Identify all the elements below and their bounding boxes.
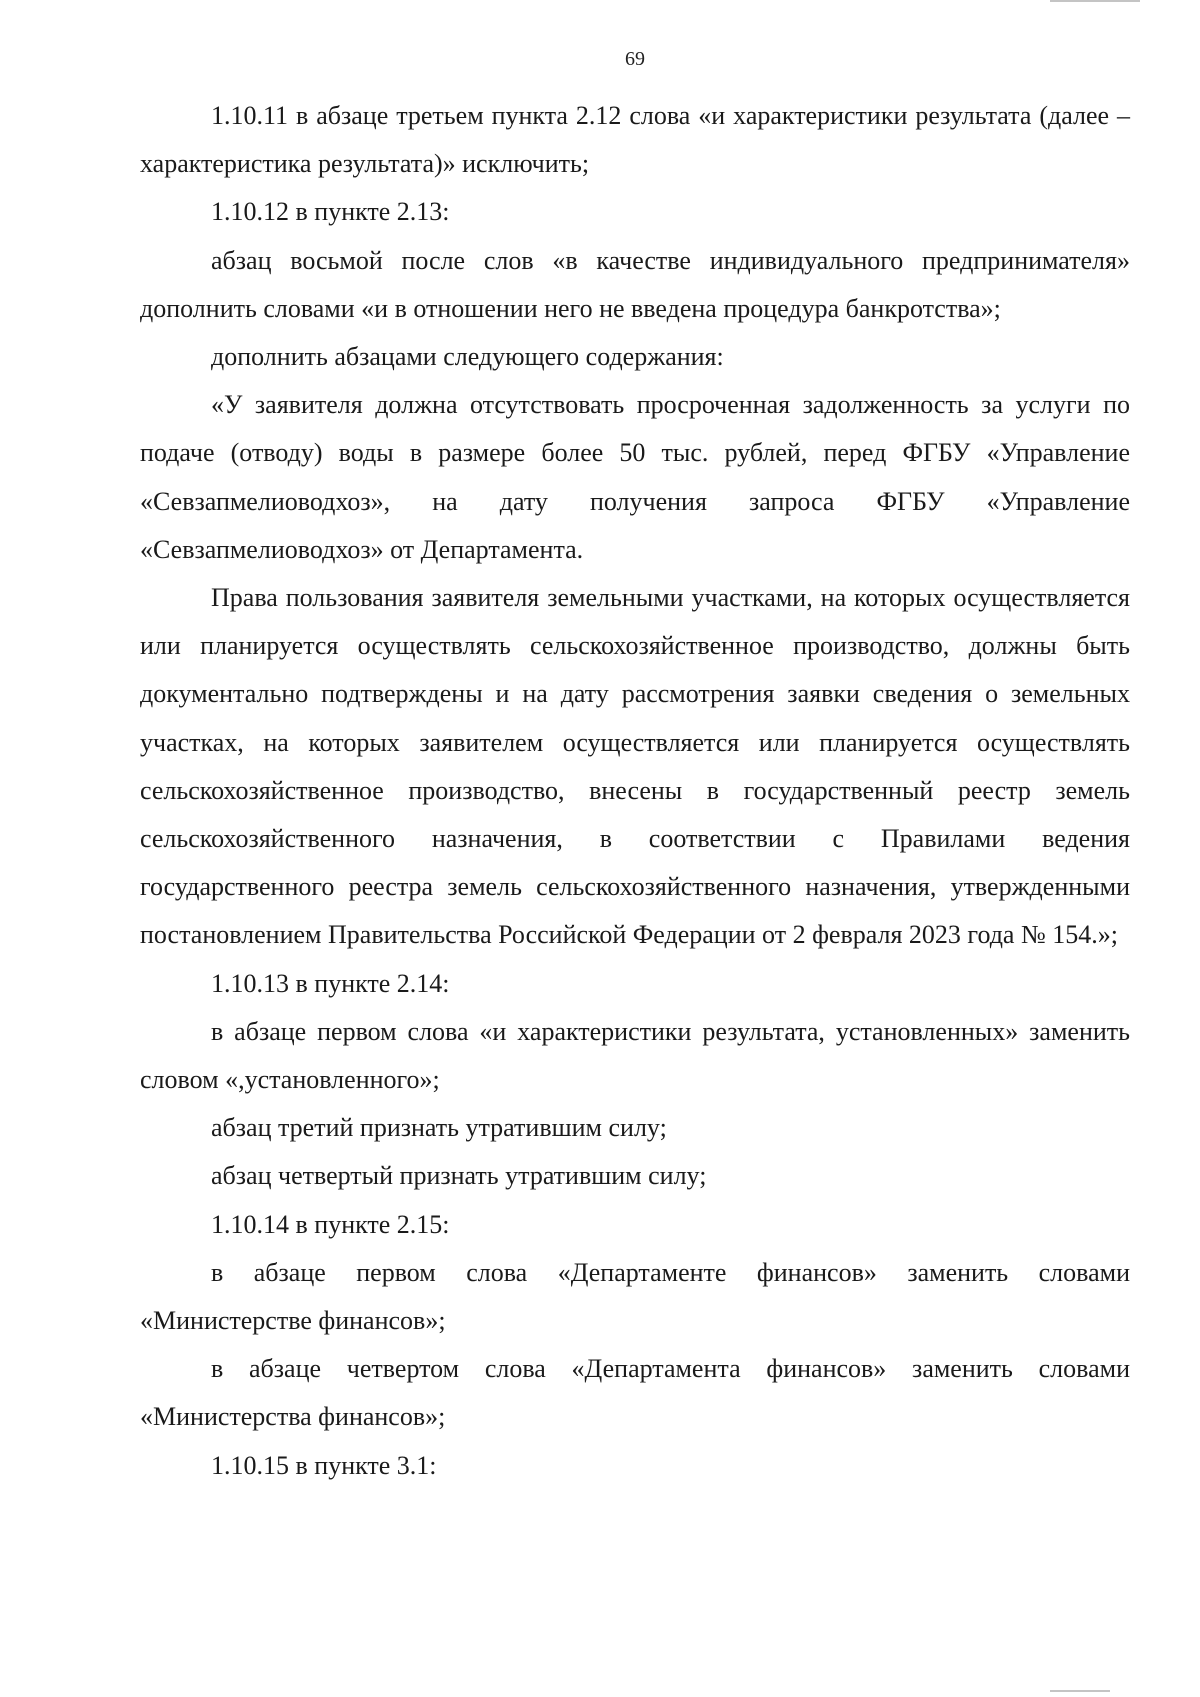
paragraph-1-10-15-heading: 1.10.15 в пункте 3.1: (211, 1450, 437, 1480)
paragraph-prava-polzovaniya: Права пользования заявителя земельными участками, на которых осуществляется или планируется осуществлять сельскохозяйственное производство, должны быть документально подтверждены и на дату рассмотрения заявки сведения о земельных участках, на которых заявителем осуществляется или планируется осуществлять сельскохозяйственное производство, внесены в государственный реестр земель сельскохозяйственного назначения, в соответствии с Правилами ведения государственного реестра земель сельскохозяйственного назначения, утвержденными постановлением Правительства Российской Федерации от 2 февраля 2023 года № 154.»; (140, 583, 1130, 950)
paragraph-abzac-chetvertyi: абзац четвертый признать утратившим силу; (211, 1161, 707, 1191)
page-number: 69 (625, 48, 645, 70)
paragraph-abzac-tretii: абзац третий признать утратившим силу; (211, 1113, 667, 1143)
paragraph-1-10-11: 1.10.11 в абзаце третьем пункта 2.12 слова «и характеристики результата (далее – характеристика результата)» исключить; (140, 101, 1130, 179)
scan-mark-bottom-right (1050, 1690, 1110, 1692)
paragraph-abzac-pervyi-2-14: в абзаце первом слова «и характеристики результата, установленных» заменить словом «,установленного»; (140, 1016, 1130, 1095)
paragraph-abzac-pervyi-2-15: в абзаце первом слова «Департаменте финансов» заменить словами «Министерстве финансов»; (140, 1257, 1130, 1336)
document-body (140, 92, 1130, 1490)
paragraph-1-10-14-heading: 1.10.14 в пункте 2.15: (211, 1209, 450, 1239)
paragraph-1-10-13-heading: 1.10.13 в пункте 2.14: (211, 968, 450, 998)
scan-mark-top-right (1050, 0, 1140, 2)
paragraph-abzac-vosmoi: абзац восьмой после слов «в качестве индивидуального предпринимателя» дополнить словами «и в отношении него не введена процедура банкротства»; (140, 245, 1130, 323)
paragraph-dopolnit-abzacami: дополнить абзацами следующего содержания: (211, 342, 724, 372)
paragraph-abzac-chetvertyi-2-15: в абзаце четвертом слова «Департамента финансов» заменить словами «Министерства финансов»; (140, 1354, 1130, 1432)
paragraph-1-10-12-heading: 1.10.12 в пункте 2.13: (211, 197, 450, 227)
paragraph-zadolzhennost: «У заявителя должна отсутствовать просроченная задолженность за услуги по подаче (отводу) воды в размере более 50 тыс. рублей, перед ФГБУ «Управление «Севзапмелиоводхоз», на дату получения запроса ФГБУ «Управление «Севзапмелиоводхоз» от Департамента. (140, 390, 1130, 564)
